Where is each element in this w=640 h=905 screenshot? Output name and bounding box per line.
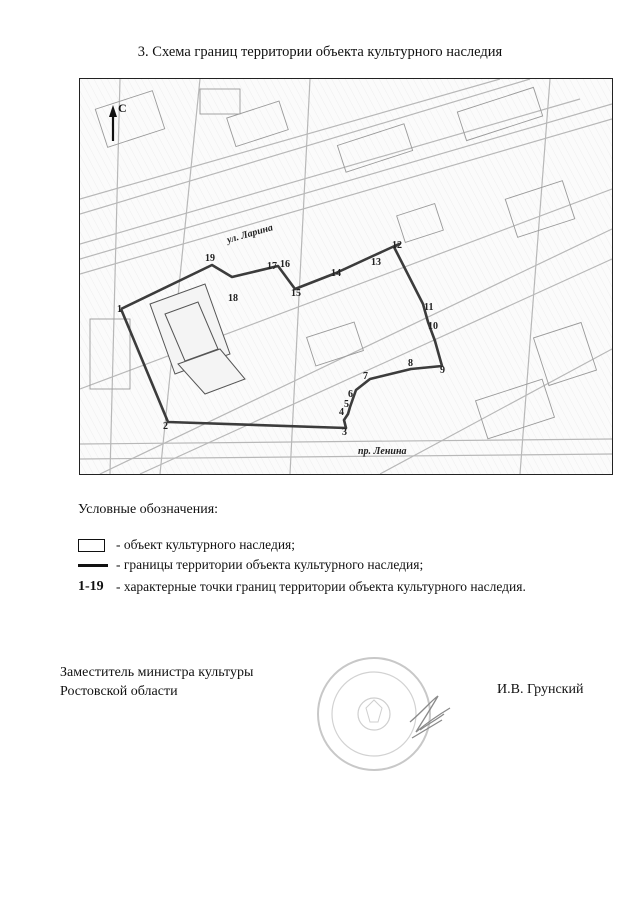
point-label: 14 bbox=[331, 268, 341, 279]
north-label: С bbox=[118, 101, 127, 115]
point-label: 16 bbox=[280, 259, 290, 270]
point-label: 5 bbox=[344, 399, 349, 410]
street-label-larina: ул. Ларина bbox=[225, 222, 275, 246]
point-label: 1 bbox=[117, 304, 122, 315]
page-title: 3. Схема границ территории объекта культурного наследия bbox=[137, 44, 503, 60]
legend-symbol-line bbox=[78, 564, 108, 567]
street-label-lenina: пр. Ленина bbox=[358, 446, 407, 457]
official-seal-stamp bbox=[312, 650, 462, 780]
legend-heading: Условные обозначения: bbox=[78, 502, 219, 517]
point-label: 4 bbox=[339, 407, 344, 418]
signatory-name: И.В. Грунский bbox=[497, 682, 584, 697]
point-label: 12 bbox=[392, 240, 402, 251]
point-label: 8 bbox=[408, 358, 413, 369]
legend-item-points bbox=[78, 579, 526, 595]
point-label: 11 bbox=[424, 302, 434, 313]
point-label: 2 bbox=[163, 421, 168, 432]
cadastral-map bbox=[80, 79, 612, 474]
point-label: 17 bbox=[267, 261, 277, 272]
point-label: 9 bbox=[440, 365, 445, 376]
legend-text: - границы территории объекта культурного наследия; bbox=[116, 557, 424, 572]
map-frame bbox=[79, 78, 613, 475]
point-label: 13 bbox=[371, 257, 381, 268]
point-label: 10 bbox=[428, 321, 438, 332]
signatory-block bbox=[60, 663, 253, 701]
signatory-region: Ростовской области bbox=[60, 684, 178, 699]
point-label: 19 bbox=[205, 253, 215, 264]
legend-text: - объект культурного наследия; bbox=[116, 537, 296, 552]
legend-symbol-points: 1-19 bbox=[78, 579, 104, 594]
legend-symbol-box bbox=[78, 539, 108, 552]
point-label: 7 bbox=[363, 371, 368, 382]
point-label: 3 bbox=[342, 427, 347, 438]
point-label: 18 bbox=[228, 293, 238, 304]
point-label: 15 bbox=[291, 288, 301, 299]
legend-text: - характерные точки границ территории объекта культурного наследия. bbox=[116, 579, 526, 594]
signatory-position: Заместитель министра культуры bbox=[60, 665, 254, 680]
legend-item-boundary bbox=[78, 557, 423, 573]
point-label: 6 bbox=[348, 389, 353, 400]
legend-item-object bbox=[78, 537, 295, 553]
